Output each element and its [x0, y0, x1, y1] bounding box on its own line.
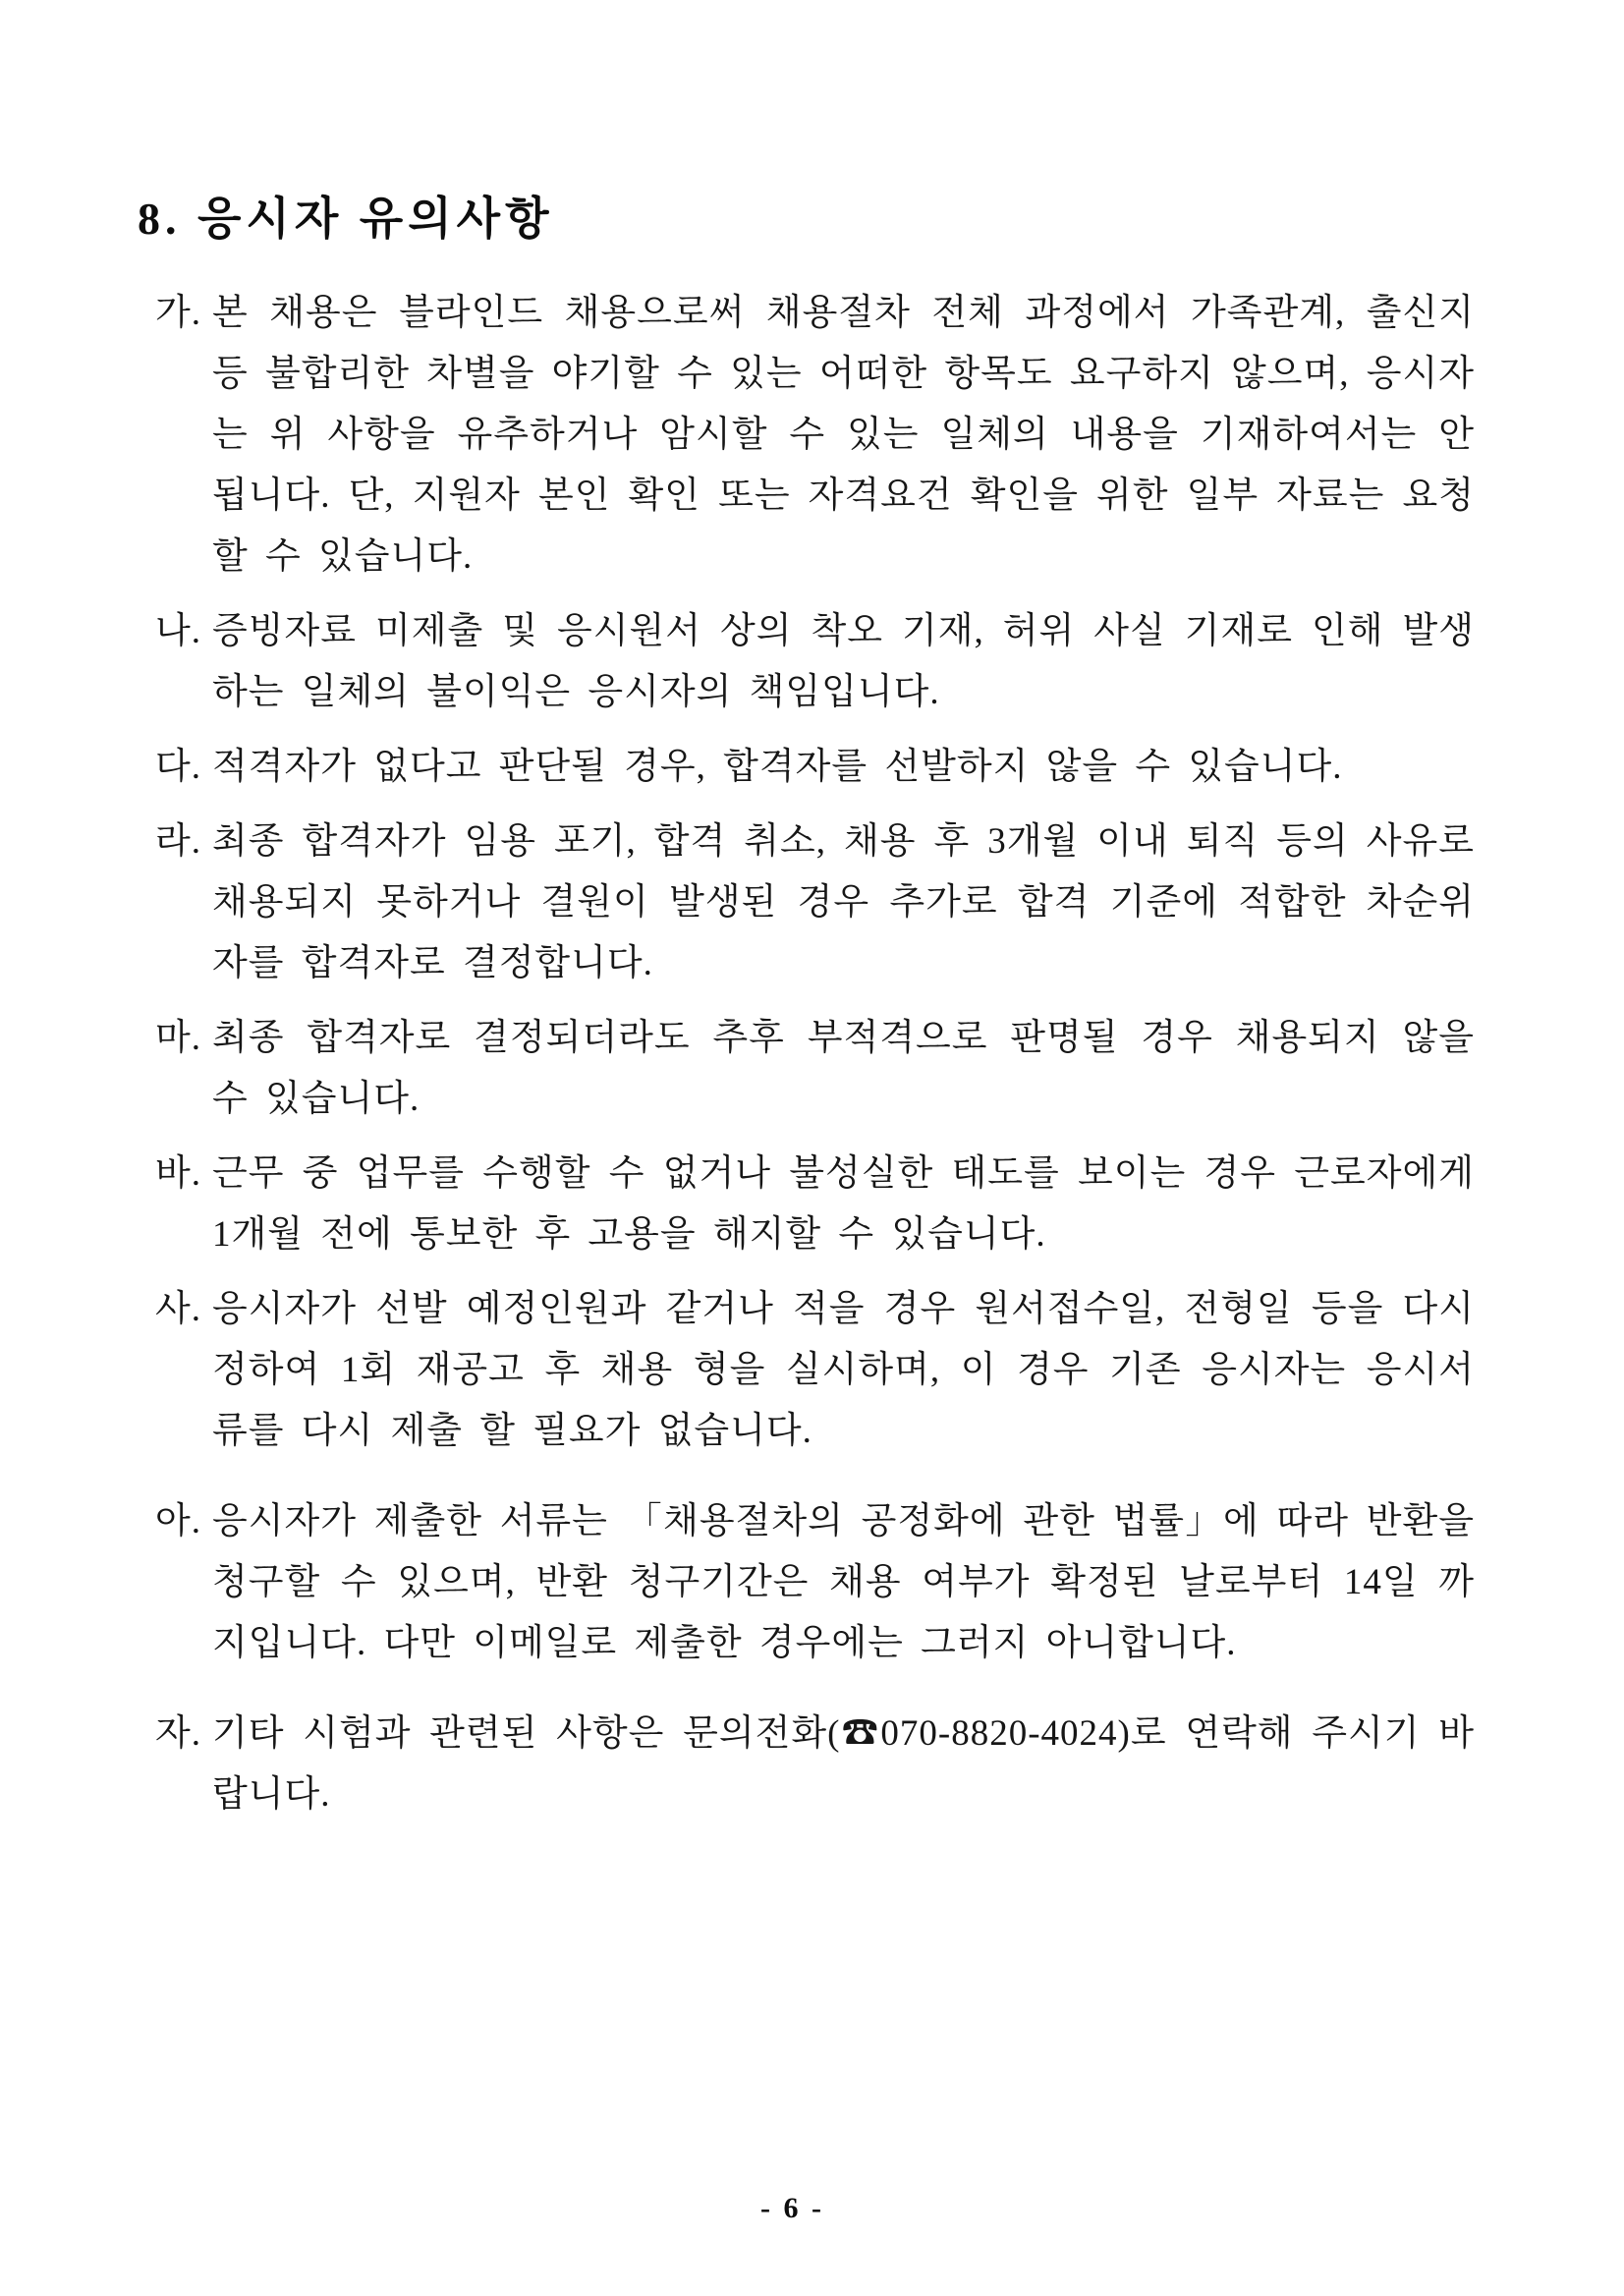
list-item-marker: 가. [155, 293, 201, 333]
list-item-marker: 사. [155, 1289, 201, 1329]
list-item [155, 1144, 1475, 1265]
list-item-marker: 자. [155, 1713, 201, 1754]
list-item-marker: 마. [155, 1018, 201, 1058]
list-item-marker: 나. [155, 611, 201, 651]
list-item [155, 1279, 1475, 1462]
list-item-text: 최종 합격자로 결정되더라도 추후 부적격으로 판명될 경우 채용되지 않을 수 있습니다. [212, 1018, 1475, 1119]
list-item [155, 1008, 1475, 1130]
list-item-marker: 라. [155, 821, 201, 862]
list-item-marker: 다. [155, 747, 201, 787]
section-heading: 8. 응시자 유의사항 [138, 194, 554, 244]
list-item [155, 812, 1475, 994]
list-item [155, 601, 1475, 723]
list-item [155, 283, 1475, 588]
list-item-text: 본 채용은 블라인드 채용으로써 채용절차 전체 과정에서 가족관계, 출신지 등 불합리한 차별을 야기할 수 있는 어떠한 항목도 요구하지 않으며, 응시자는 위 사항을 유추하거나 암시할 수 있는 일체의 내용을 기재하여서는 안 됩니다. 단, 지원자 본인 확인 또는 자격요건 확인을 위한 일부 자료는 요청할 수 있습니다. [212, 293, 1476, 577]
list-item-text: 응시자가 선발 예정인원과 같거나 적을 경우 원서접수일, 전형일 등을 다시 정하여 1회 재공고 후 채용 형을 실시하며, 이 경우 기존 응시자는 응시서류를 다시 제출 할 필요가 없습니다. [212, 1289, 1475, 1451]
list-item-text: 최종 합격자가 임용 포기, 합격 취소, 채용 후 3개월 이내 퇴직 등의 사유로 채용되지 못하거나 결원이 발생된 경우 추가로 합격 기준에 적합한 차순위자를 합격자로 결정합니다. [212, 821, 1475, 983]
list-item-text: 적격자가 없다고 판단될 경우, 합격자를 선발하지 않을 수 있습니다. [212, 747, 1343, 787]
list-item-text: 증빙자료 미제출 및 응시원서 상의 착오 기재, 허위 사실 기재로 인해 발생하는 일체의 불이익은 응시자의 책임입니다. [212, 611, 1475, 712]
page-number: - 6 - [760, 2192, 824, 2224]
list-item-marker: 아. [155, 1501, 201, 1541]
list-item-text: 근무 중 업무를 수행할 수 없거나 불성실한 태도를 보이는 경우 근로자에게 1개월 전에 통보한 후 고용을 해지할 수 있습니다. [212, 1153, 1475, 1255]
list-item-marker: 바. [155, 1153, 201, 1194]
notice-list [155, 283, 1475, 1825]
list-item [155, 1704, 1475, 1825]
list-item [155, 737, 1475, 798]
list-item [155, 1491, 1475, 1674]
list-item-text: 기타 시험과 관련된 사항은 문의전화(☎070-8820-4024)로 연락해 주시기 바랍니다. [212, 1713, 1475, 1815]
list-item-text: 응시자가 제출한 서류는 「채용절차의 공정화에 관한 법률」에 따라 반환을 청구할 수 있으며, 반환 청구기간은 채용 여부가 확정된 날로부터 14일 까지입니다. 다만 이메일로 제출한 경우에는 그러지 아니합니다. [212, 1501, 1475, 1663]
